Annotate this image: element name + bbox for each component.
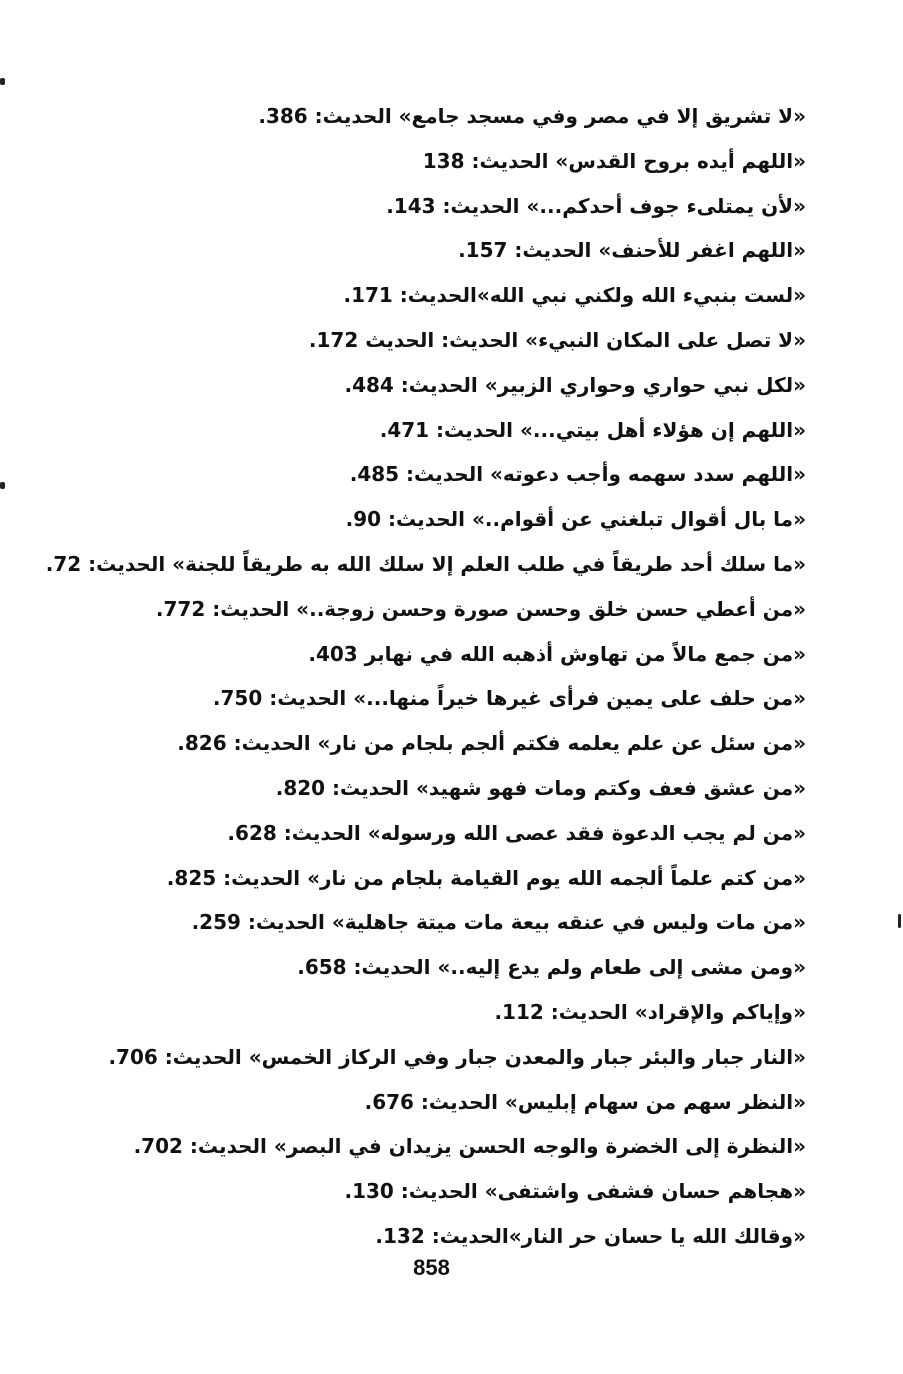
index-entry: «من لم يجب الدعوة فقد عصى الله ورسوله» الحديث: 628.	[227, 820, 806, 845]
scan-speck	[898, 914, 901, 928]
index-entry: «من أعطي حسن خلق وحسن صورة وحسن زوجة..» الحديث: 772.	[155, 596, 806, 621]
index-entry: «اللهم اغفر للأحنف» الحديث: 157.	[458, 238, 806, 263]
index-entry: «لا تصل على المكان النبيء» الحديث: الحديث 172.	[308, 327, 806, 352]
index-entry: «من عشق فعف وكتم ومات فهو شهيد» الحديث: 820.	[275, 775, 806, 800]
index-entry: «اللهم أيده بروح القدس» الحديث: 138	[422, 148, 806, 173]
index-entry: «اللهم سدد سهمه وأجب دعوته» الحديث: 485.	[349, 462, 806, 487]
index-entry: «من كتم علماً ألجمه الله يوم القيامة بلجام من نار» الحديث: 825.	[166, 865, 806, 890]
index-entry: «ما سلك أحد طريقاً في طلب العلم إلا سلك الله به طريقاً للجنة» الحديث: 72.	[45, 551, 806, 576]
index-entry: «ومن مشى إلى طعام ولم يدع إليه..» الحديث: 658.	[297, 955, 806, 980]
scan-speck	[0, 78, 5, 85]
scan-speck	[0, 482, 5, 489]
index-entry: «النار جبار والبئر جبار والمعدن جبار وفي الركاز الخمس» الحديث: 706.	[108, 1044, 806, 1069]
index-entry: «من سئل عن علم يعلمه فكتم ألجم بلجام من نار» الحديث: 826.	[177, 731, 806, 756]
index-entry: «هجاهم حسان فشفى واشتفى» الحديث: 130.	[344, 1179, 806, 1204]
index-entry: «اللهم إن هؤلاء أهل بيتي...» الحديث: 471.	[379, 417, 806, 442]
index-entry: «لأن يمتلىء جوف أحدكم...» الحديث: 143.	[386, 193, 806, 218]
index-entry: «من جمع مالاً من تهاوش أذهبه الله في نهابر 403.	[308, 641, 806, 666]
hadith-index-list	[45, 94, 806, 1259]
index-entry: «لا تشريق إلا في مصر وفي مسجد جامع» الحديث: 386.	[258, 104, 806, 128]
index-entry: «النظرة إلى الخضرة والوجه الحسن يزيدان في البصر» الحديث: 702.	[133, 1134, 806, 1159]
index-entry: «وإياكم والإقراد» الحديث: 112.	[494, 999, 806, 1024]
index-entry: «النظر سهم من سهام إبليس» الحديث: 676.	[364, 1089, 806, 1114]
page-number: 858	[413, 1255, 450, 1280]
index-entry: «لست بنبيء الله ولكني نبي الله»الحديث: 171.	[343, 283, 806, 308]
index-entry: «من مات وليس في عنقه بيعة مات ميتة جاهلية» الحديث: 259.	[191, 910, 806, 935]
index-entry: «ما بال أقوال تبلغني عن أقوام..» الحديث: 90.	[345, 507, 806, 532]
index-entry: «لكل نبي حواري وحواري الزبير» الحديث: 484.	[344, 372, 806, 397]
index-entry: «من حلف على يمين فرأى غيرها خيراً منها...» الحديث: 750.	[212, 686, 806, 711]
index-entry: «وقالك الله يا حسان حر النار»الحديث: 132.	[375, 1223, 806, 1248]
